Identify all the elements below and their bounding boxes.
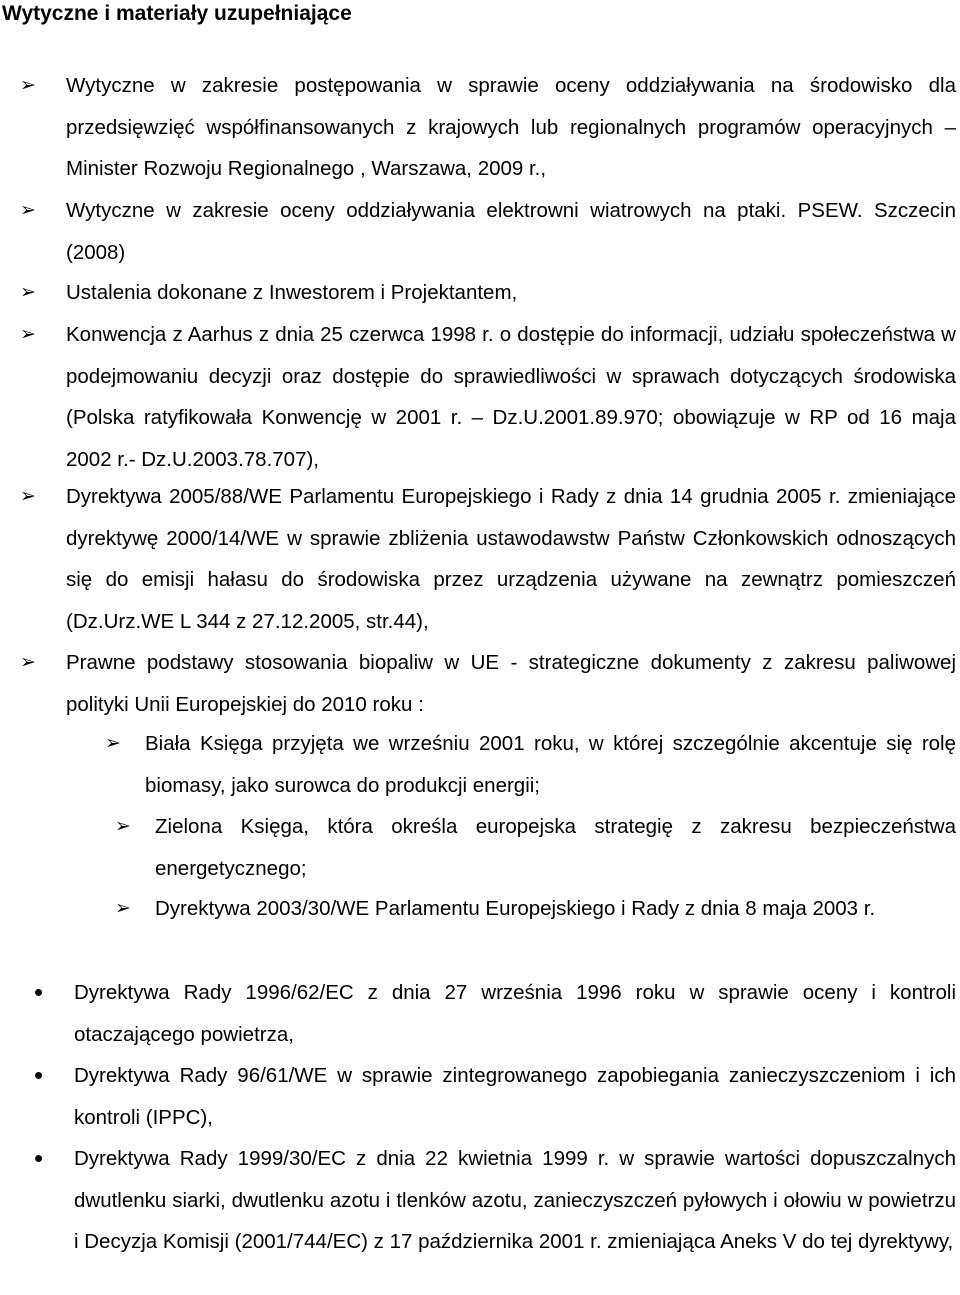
sub-list-item <box>115 806 956 889</box>
chevron-bullet-icon: ➢ <box>115 815 131 837</box>
list-item-text: Prawne podstawy stosowania biopaliw w UE - strategiczne dokumenty z zakresu paliwowej polityki Unii Europejskiej do 2010 roku : <box>66 651 956 716</box>
chevron-bullet-icon: ➢ <box>20 323 36 345</box>
bullet-item <box>34 1138 956 1263</box>
bullet-item-text: Dyrektywa Rady 1999/30/EC z dnia 22 kwietnia 1999 r. w sprawie wartości dopuszczalnych dwutlenku siarki, dwutlenku azotu i tlenków azotu, zanieczyszczeń pyłowych i ołowiu w powietrzu i Decyzja Komisji (2001/744/EC) z 17 października 2001 r. zmieniająca Aneks V do tej dyrektywy, <box>74 1147 956 1253</box>
list-item-text: Dyrektywa 2005/88/WE Parlamentu Europejskiego i Rady z dnia 14 grudnia 2005 r. zmieniające dyrektywę 2000/14/WE w sprawie zbliżenia ustawodawstw Państw Członkowskich odnoszących się do emisji hałasu do środowiska przez urządzenia używane na zewnątrz pomieszczeń (Dz.Urz.WE L 344 z 27.12.2005, str.44), <box>66 485 956 633</box>
sub-list-item-text: Dyrektywa 2003/30/WE Parlamentu Europejskiego i Rady z dnia 8 maja 2003 r. <box>155 897 876 920</box>
bullet-item-text: Dyrektywa Rady 1996/62/EC z dnia 27 września 1996 roku w sprawie oceny i kontroli otaczającego powietrza, <box>74 981 956 1046</box>
bullet-dot-icon: • <box>34 1060 44 1090</box>
chevron-bullet-icon: ➢ <box>20 485 36 507</box>
list-item <box>20 642 956 725</box>
sub-list-item-text: Zielona Księga, która określa europejska strategię z zakresu bezpieczeństwa energetycznego; <box>155 815 956 880</box>
chevron-bullet-icon: ➢ <box>20 74 36 96</box>
page-title: Wytyczne i materiały uzupełniające <box>2 2 352 25</box>
bullet-item-text: Dyrektywa Rady 96/61/WE w sprawie zintegrowanego zapobiegania zanieczyszczeniom i ich kontroli (IPPC), <box>74 1064 956 1129</box>
bullet-dot-icon: • <box>34 977 44 1007</box>
list-item <box>20 190 956 273</box>
sub-list-item-text: Biała Księga przyjęta we wrześniu 2001 roku, w której szczególnie akcentuje się rolę biomasy, jako surowca do produkcji energii; <box>145 732 956 797</box>
list-item <box>20 314 956 480</box>
list-item-text: Wytyczne w zakresie postępowania w sprawie oceny oddziaływania na środowisko dla przedsięwzięć współfinansowanych z krajowych lub regionalnych programów operacyjnych – Minister Rozwoju Regionalnego , Warszawa, 2009 r., <box>66 74 956 180</box>
chevron-bullet-icon: ➢ <box>20 281 36 303</box>
list-item <box>20 65 956 190</box>
chevron-bullet-icon: ➢ <box>20 199 36 221</box>
chevron-bullet-icon: ➢ <box>115 897 131 919</box>
list-item-text: Konwencja z Aarhus z dnia 25 czerwca 1998 r. o dostępie do informacji, udziału społeczeństwa w podejmowaniu decyzji oraz dostępie do sprawiedliwości w sprawach dotyczących środowiska (Polska ratyfikowała Konwencję w 2001 r. – Dz.U.2001.89.970; obowiązuje w RP od 16 maja 2002 r.- Dz.U.2003.78.707), <box>66 323 956 471</box>
chevron-bullet-icon: ➢ <box>105 732 121 754</box>
list-item <box>20 476 956 642</box>
chevron-bullet-icon: ➢ <box>20 651 36 673</box>
list-item-text: Ustalenia dokonane z Inwestorem i Projektantem, <box>66 281 518 304</box>
list-item <box>20 272 956 314</box>
bullet-dot-icon: • <box>34 1143 44 1173</box>
bullet-item <box>34 1055 956 1138</box>
sub-list-item <box>105 723 956 806</box>
list-item-text: Wytyczne w zakresie oceny oddziaływania elektrowni wiatrowych na ptaki. PSEW. Szczecin (2008) <box>66 199 956 264</box>
sub-list-item <box>115 888 956 930</box>
bullet-item <box>34 972 956 1055</box>
